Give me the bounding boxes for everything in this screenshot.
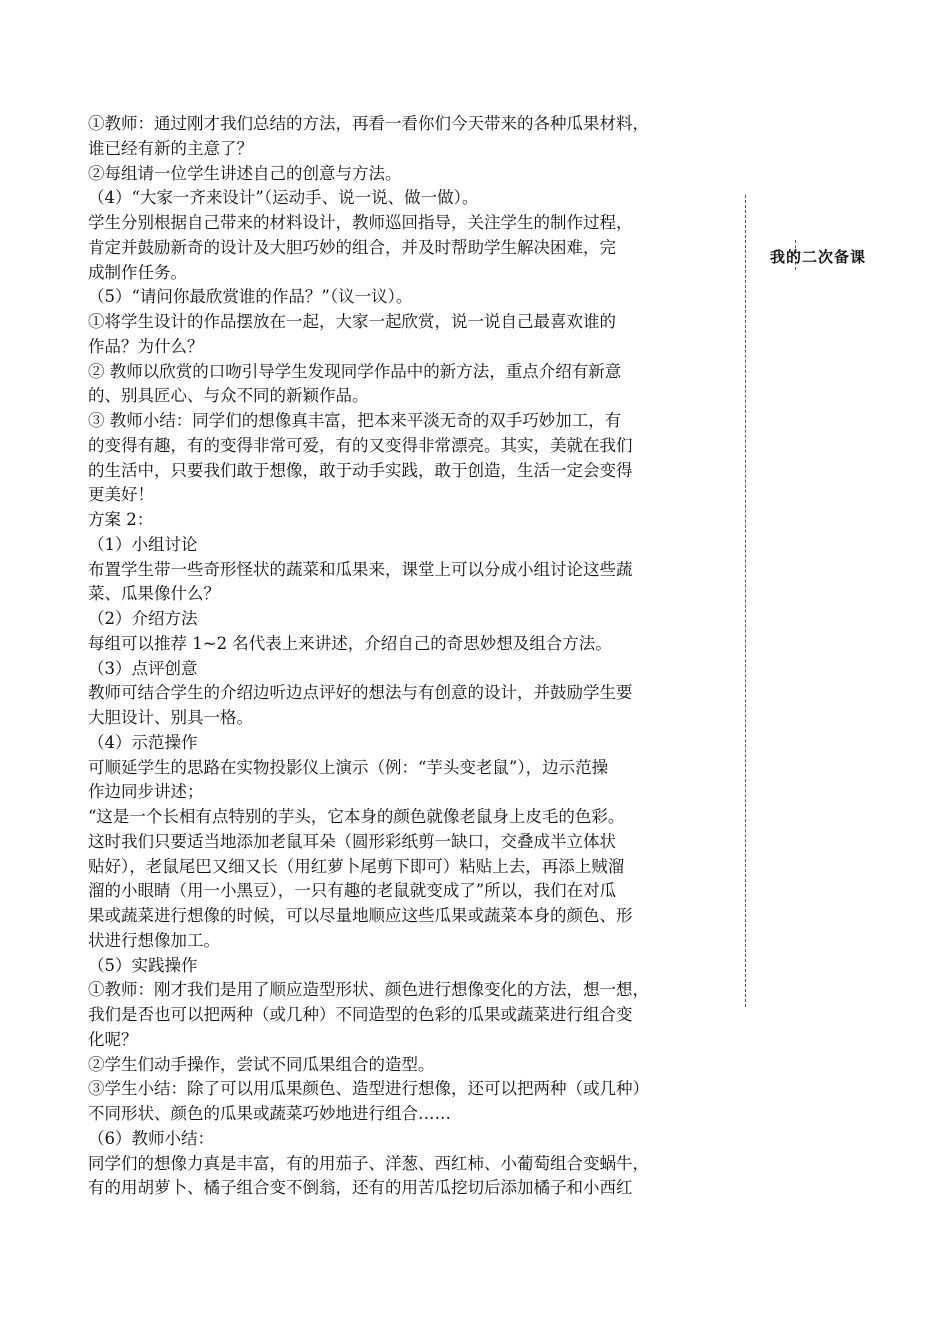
text-line: 的、别具匠心、与众不同的新颖作品。 bbox=[88, 386, 369, 406]
text-line: 的生活中，只要我们敢于想像，敢于动手实践，敢于创造，生活一定会变得 bbox=[88, 460, 633, 480]
text-line: “这是一个长相有点特别的芋头，它本身的颜色就像老鼠身上皮毛的色彩。 bbox=[88, 807, 625, 826]
text-line: 成制作任务。 bbox=[88, 262, 187, 282]
text-line: ③ 教师小结：同学们的想像真丰富，把本来平淡无奇的双手巧妙加工，有 bbox=[88, 411, 622, 430]
text-line: 教师可结合学生的介绍边听边点评好的想法与有创意的设计，并鼓励学生要 bbox=[88, 683, 633, 703]
text-line: 溜的小眼睛（用一小黑豆），一只有趣的老鼠就变成了”所以，我们在对瓜 bbox=[88, 881, 617, 901]
text-line: （1）小组讨论 bbox=[88, 534, 198, 554]
text-line: 我们是否也可以把两种（或几种）不同造型的色彩的瓜果或蔬菜进行组合变 bbox=[88, 1005, 633, 1024]
text-line: 作品？为什么？ bbox=[88, 336, 204, 356]
text-line: 贴好），老鼠尾巴又细又长（用红萝卜尾剪下即可）粘贴上去，再添上贼溜 bbox=[88, 856, 625, 876]
text-line: ②每组请一位学生讲述自己的创意与方法。 bbox=[88, 163, 402, 183]
text-line: 可顺延学生的思路在实物投影仪上演示（例：“芋头变老鼠”），边示范操 bbox=[88, 757, 609, 777]
text-line: 的变得有趣，有的变得非常可爱，有的又变得非常漂亮。其实，美就在我们 bbox=[88, 435, 633, 455]
text-line: 更美好！ bbox=[88, 485, 154, 505]
text-line: （5）实践操作 bbox=[88, 955, 198, 975]
text-line: 学生分别根据自己带来的材料设计，教师巡回指导，关注学生的制作过程， bbox=[88, 213, 633, 232]
text-line: 大胆设计、别具一格。 bbox=[88, 708, 253, 727]
text-line: ②学生们动手操作，尝试不同瓜果组合的造型。 bbox=[88, 1054, 435, 1074]
text-line: 不同形状、颜色的瓜果或蔬菜巧妙地进行组合…… bbox=[88, 1104, 451, 1123]
text-line: 同学们的想像力真是丰富，有的用茄子、洋葱、西红柿、小葡萄组合变蜗牛， bbox=[88, 1153, 649, 1173]
text-line: （4）示范操作 bbox=[88, 732, 198, 752]
text-line: 每组可以推荐 1~2 名代表上来讲述，介绍自己的奇思妙想及组合方法。 bbox=[88, 633, 612, 653]
text-line: ①教师：刚才我们是用了顺应造型形状、颜色进行想像变化的方法，想一想， bbox=[88, 980, 649, 1000]
text-line: 布置学生带一些奇形怪状的蔬菜和瓜果来，课堂上可以分成小组讨论这些蔬 bbox=[88, 559, 633, 579]
text-line: 有的用胡萝卜、橘子组合变不倒翁，还有的用苦瓜挖切后添加橘子和小西红 bbox=[88, 1178, 633, 1198]
text-line: 方案 2： bbox=[88, 510, 154, 529]
margin-divider bbox=[745, 195, 746, 1007]
text-line: ①将学生设计的作品摆放在一起，大家一起欣赏，说一说自己最喜欢谁的 bbox=[88, 312, 616, 331]
text-line: （3）点评创意 bbox=[88, 658, 198, 678]
text-line: （4）“大家一齐来设计”（运动手、说一说、做一做）。 bbox=[88, 188, 479, 208]
second-preparation-label: 我的二次备课 bbox=[770, 248, 867, 266]
text-line: 肯定并鼓励新奇的设计及大胆巧妙的组合，并及时帮助学生解决困难，完 bbox=[88, 237, 616, 257]
text-line: ③学生小结：除了可以用瓜果颜色、造型进行想像，还可以把两种（或几种） bbox=[88, 1079, 649, 1099]
text-line: 状进行想像加工。 bbox=[88, 930, 220, 950]
text-line: （5）“请问你最欣赏谁的作品？”（议一议）。 bbox=[88, 287, 413, 307]
text-line: ①教师：通过刚才我们总结的方法，再看一看你们今天带来的各种瓜果材料， bbox=[88, 114, 649, 133]
lesson-plan-text bbox=[88, 112, 738, 1201]
text-line: 果或蔬菜进行想像的时候，可以尽量地顺应这些瓜果或蔬菜本身的颜色、形 bbox=[88, 906, 633, 925]
text-line: ② 教师以欣赏的口吻引导学生发现同学作品中的新方法，重点介绍有新意 bbox=[88, 361, 622, 381]
text-line: （2）介绍方法 bbox=[88, 609, 198, 628]
text-line: 作边同步讲述； bbox=[88, 782, 204, 802]
text-line: 谁已经有新的主意了？ bbox=[88, 138, 253, 158]
text-line: （6）教师小结： bbox=[88, 1128, 214, 1148]
text-line: 这时我们只要适当地添加老鼠耳朵（圆形彩纸剪一缺口，交叠成半立体状 bbox=[88, 831, 616, 851]
text-line: 菜、瓜果像什么？ bbox=[88, 584, 220, 604]
text-line: 化呢？ bbox=[88, 1029, 138, 1049]
